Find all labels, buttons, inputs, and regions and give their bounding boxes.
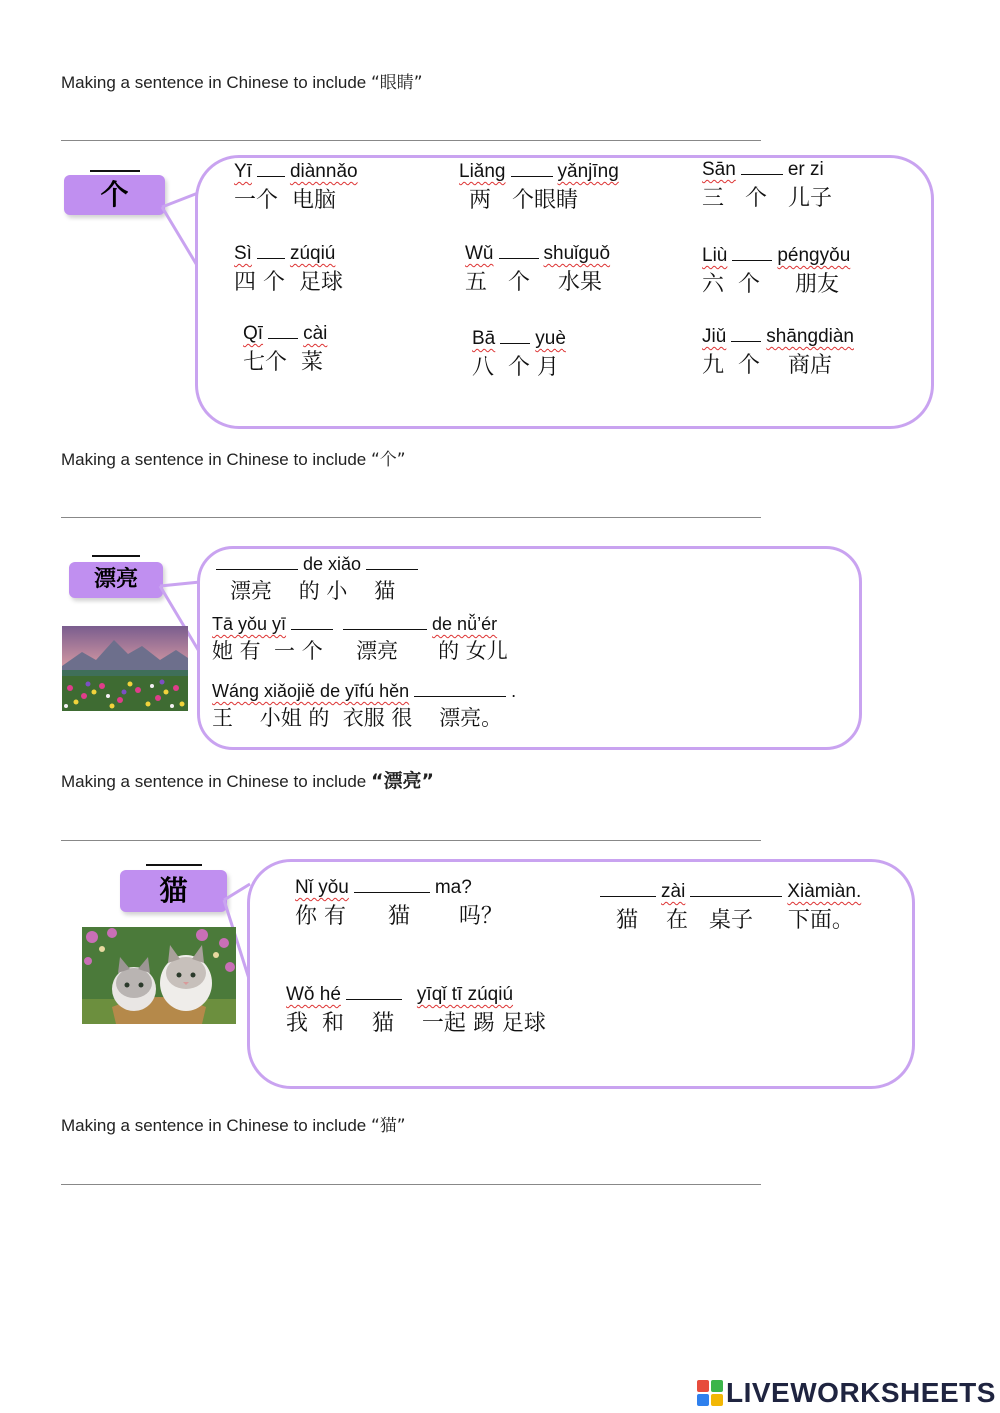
fill-blank[interactable] — [414, 682, 506, 697]
fill-blank[interactable] — [741, 160, 783, 175]
tag-mao: 猫 — [120, 870, 227, 912]
fill-blank[interactable] — [366, 555, 418, 570]
prompt-piaoliang — [61, 766, 434, 793]
answer-line-1[interactable] — [61, 140, 761, 141]
fill-blank[interactable] — [343, 615, 427, 630]
ge-item-3: Sān er zi 三 个 儿子 — [702, 159, 832, 211]
prompt-quote: “个” — [370, 450, 406, 470]
tag-blank — [90, 170, 140, 172]
mao-sentence-3: Wǒ hé yīqǐ tī zúqiú 我 和 猫 一起 踢 足球 — [286, 984, 546, 1036]
fill-blank[interactable] — [346, 985, 402, 1000]
piaoliang-sentence-2: Tā yǒu yī de nǚ’ér 她 有 一 个 漂亮 的 女儿 — [212, 614, 508, 663]
landscape-flowers-image — [62, 626, 188, 711]
prompt-quote: “猫” — [370, 1116, 406, 1136]
prompt-mao — [61, 1111, 406, 1136]
tag-piaoliang: 漂亮 — [69, 562, 163, 598]
fill-blank[interactable] — [354, 878, 430, 893]
mao-sentence-1: Nǐ yǒu ma? 你 有 猫 吗？ — [295, 877, 503, 929]
fill-blank[interactable] — [499, 244, 539, 259]
ge-item-1: Yī diànnǎo 一个 电脑 — [234, 161, 358, 213]
liveworksheets-logo-icon — [697, 1380, 723, 1406]
tag-ge: 个 — [64, 175, 165, 215]
ge-item-6: Liù péngyǒu 六 个 朋友 — [702, 245, 851, 297]
fill-blank[interactable] — [731, 327, 761, 342]
ge-item-9: Jiǔ shāngdiàn 九 个 商店 — [702, 326, 854, 378]
liveworksheets-logo-text: LIVEWORKSHEETS — [726, 1377, 996, 1408]
ge-item-5: Wǔ shuǐguǒ 五 个 水果 — [465, 243, 611, 295]
ge-item-7: Qī cài 七个 菜 — [243, 323, 328, 375]
fill-blank[interactable] — [600, 882, 656, 897]
fill-blank[interactable] — [216, 555, 298, 570]
fill-blank[interactable] — [257, 244, 285, 259]
prompt-text: Making a sentence in Chinese to include — [61, 73, 371, 92]
liveworksheets-logo — [697, 1377, 996, 1409]
answer-line-4[interactable] — [61, 1184, 761, 1185]
ge-item-4: Sì zúqiú 四 个 足球 — [234, 243, 343, 295]
ge-item-8: Bā yuè 八 个 月 — [472, 328, 566, 380]
answer-line-2[interactable] — [61, 517, 761, 518]
fill-blank[interactable] — [511, 162, 553, 177]
ge-item-2: Liǎng yǎnjīng 两 个眼睛 — [459, 161, 619, 213]
prompt-quote: “眼睛” — [370, 73, 423, 93]
mao-sentence-2: zài Xiàmiàn. 猫 在 桌子 下面。 — [600, 881, 861, 934]
fill-blank[interactable] — [732, 246, 772, 261]
fill-blank[interactable] — [268, 324, 298, 339]
prompt-ge — [61, 445, 406, 470]
prompt-text: Making a sentence in Chinese to include — [61, 450, 371, 469]
prompt-quote: “漂亮” — [370, 770, 434, 792]
fill-blank[interactable] — [257, 162, 285, 177]
fill-blank[interactable] — [690, 882, 782, 897]
prompt-eyes — [61, 68, 423, 93]
prompt-text: Making a sentence in Chinese to include — [61, 1116, 371, 1135]
piaoliang-sentence-3: Wáng xiǎojiě de yīfú hěn . 王 小姐 的 衣服 很 漂亮。 — [212, 681, 517, 730]
fill-blank[interactable] — [500, 329, 530, 344]
piaoliang-sentence-1: de xiǎo 漂亮 的 小 猫 — [216, 554, 423, 605]
prompt-text: Making a sentence in Chinese to include — [61, 772, 371, 791]
tag-blank — [92, 555, 140, 557]
fill-blank[interactable] — [291, 615, 333, 630]
tag-blank — [146, 864, 202, 866]
answer-line-3[interactable] — [61, 840, 761, 841]
kittens-image — [82, 927, 236, 1024]
